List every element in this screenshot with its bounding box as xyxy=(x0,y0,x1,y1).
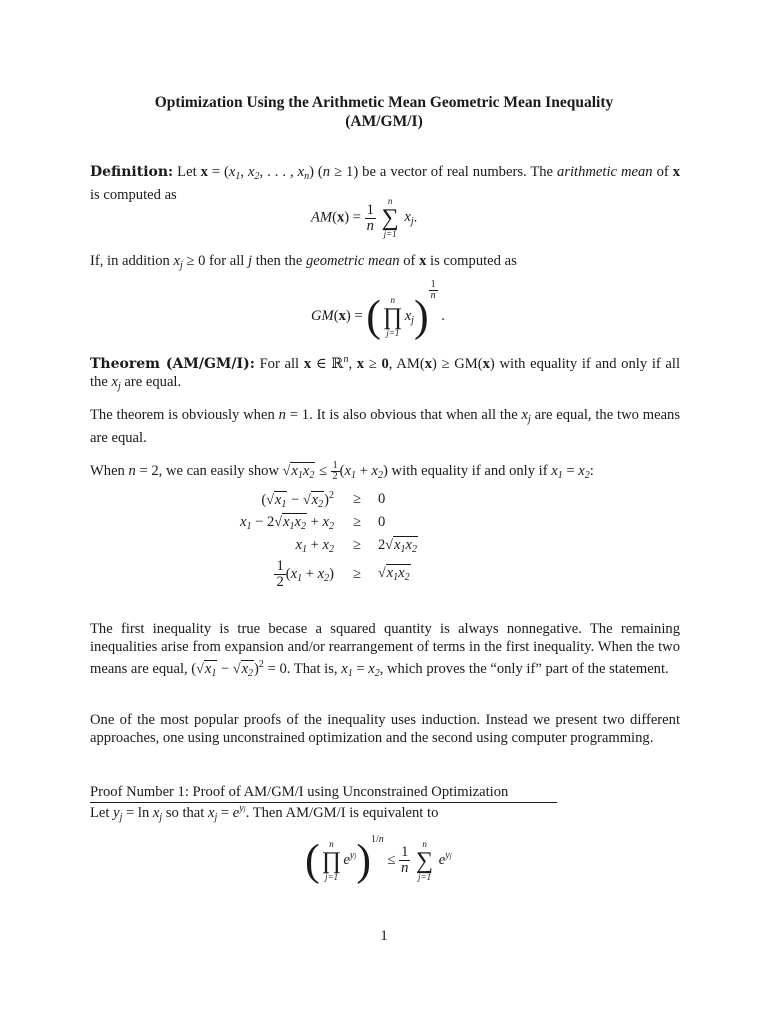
proof1-substitution: Let $y_j = \ln x_j$ so that $x_j = e^{yj}$. Then AM/GM/I is equivalent to xyxy=(90,803,439,823)
doc-title-line-1: Optimization Using the Arithmetic Mean Geometric Mean Inequality xyxy=(154,94,614,111)
derivation-row: $x_1 + x_2$ ≥ $2√x_1x_2$ xyxy=(295,536,417,555)
derivation-row: $(√x_1 - √x_2)^2$ ≥ 0 xyxy=(261,489,386,510)
arithmetic-mean-term: arithmetic mean xyxy=(557,164,653,180)
gm-formula: GM(x) = ( n ∏ j=1 $x_j$) $\frac{1}{n}$ . xyxy=(311,279,445,341)
popular-proofs-paragraph: One of the most popular proofs of the inequality uses induction. Instead we present two different approaches, one using unconstrained optimization and the second using computer programming. xyxy=(90,712,680,747)
inequality-derivation xyxy=(240,488,418,591)
definition-paragraph: Definition: Let $x = (x_1$, $x_2$, . . . , $x_n$) (n ≥ 1) be a vector of real numbers. The arithmetic mean of x is computed as xyxy=(90,164,680,204)
definition-label: Definition: xyxy=(90,164,174,180)
theorem-label: Theorem (AM/GM/I): xyxy=(90,356,255,372)
derivation-row: $\frac{1}{2}$ $(x_1 + x_2)$ ≥ $√x_1x_2$ xyxy=(276,557,410,590)
am-formula: AM(x) = $\frac{1}{n}$ n ∑ j=1 $x_j$. xyxy=(311,196,418,239)
proof1-heading: Proof Number 1: Proof of AM/GM/I using Unconstrained Optimization xyxy=(90,784,509,800)
derivation-row: $x_1 - 2√x_1x_2 + x_2$ ≥ 0 xyxy=(240,513,386,532)
page-number: 1 xyxy=(380,928,388,944)
geometric-mean-term: geometric mean xyxy=(305,253,400,269)
theorem-paragraph: Theorem (AM/GM/I): For all x ∈ ℝ$^n$, x ≥ 0, AM(x) ≥ GM(x) with equality if and only if all the $x_j$ are equal. xyxy=(90,354,681,393)
n2-paragraph: When n = 2, we can easily show $√x_1x_2$ ≤ $\frac{1}{2}$ $(x_1 + x_2)$ with equality if and only if $x_1 = x_2$: xyxy=(90,460,594,482)
doc-title-line-2: (AM/GM/I) xyxy=(345,113,423,130)
geo-intro-paragraph: If, in addition $x_j \ge 0$ for all j then the geometric mean of x is computed as xyxy=(90,253,517,271)
transformed-inequality: ( n ∏ j=1 $e^{yj})^{1/n}$ ≤ $\frac{1}{n}$ n ∑ j=1 $e^{yj}$ xyxy=(305,834,452,885)
first-inequality-paragraph: The first inequality is true becase a squared quantity is always nonnegative. The remaining inequalities arise from expansion and/or rearrangement of terms in the first inequality. When the two means are equal, $(√x_1 - √x_2)^2 = 0$. That is, $x_1 = x_2$, which proves the “only if” part of the statement. xyxy=(90,621,680,680)
obvious-paragraph: The theorem is obviously when n = 1. It is also obvious that when all the $x_j$ are equal, the two means are equal. xyxy=(90,407,681,447)
